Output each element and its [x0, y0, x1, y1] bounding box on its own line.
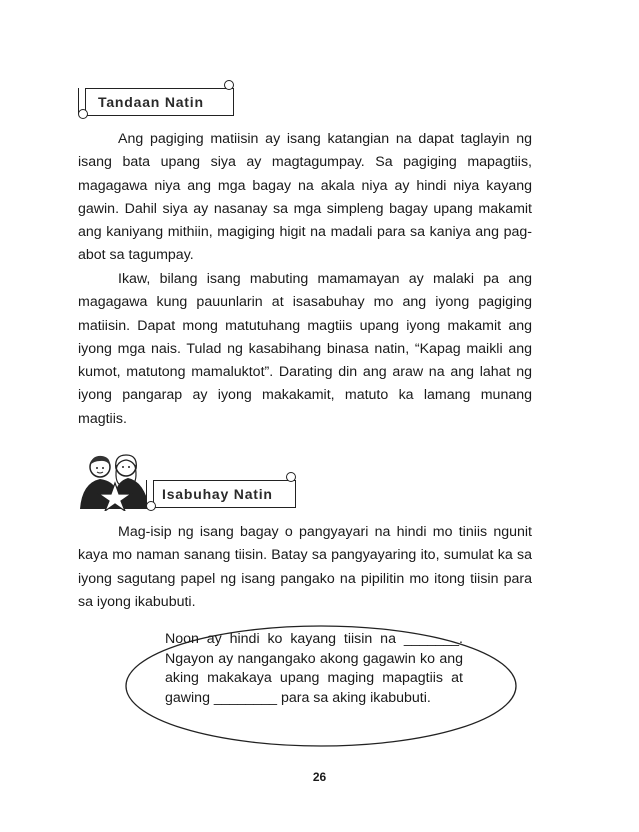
paragraph-1: Ang pagiging matiisin ay isang katangian na dapat taglayin ng isang bata upang siya ay magtagumpay. Sa pagiging mapagtiis, magagawa niya ang mga bagay na akala niya ay hindi niya kayang gawin. Dahil siya ay nasanay sa mga simpleng bagay upang makamit ang kaniyang mithiin, magiging higit na madali para sa kaniya ang pag-abot sa tagumpay. — [78, 131, 532, 264]
paragraph-2: Ikaw, bilang isang mabuting mamamayan ay malaki pa ang magagawa kung pauunlarin at isasabuhay mo ang iyong pagiging matiisin. Dapat mong matutuhang magtiis upang iyong makamit ang iyong mga nais. Tulad ng kasabihang binasa natin, “Kapag maikli ang kumot, matutong mamaluktot”. Darating din ang araw na ang lahat ng iyong pangarap ay iyong makakamit, matuto ka lamang munang magtiis. — [78, 271, 532, 427]
page-number: 26 — [312, 770, 327, 784]
banner-curl-icon — [146, 501, 156, 511]
isabuhay-natin-banner — [146, 474, 296, 508]
banner-curl-icon — [78, 109, 88, 119]
tandaan-natin-banner — [78, 82, 234, 116]
section-heading: Isabuhay Natin — [162, 486, 273, 502]
two-children-with-star-icon — [76, 451, 156, 511]
pledge-text: Noon ay hindi ko kayang tiisin na _______. Ngayon ay nangangako akong gagawin ko ang aking makakaya upang maging mapagtiis at gawing ________ para sa aking ikabubuti. — [165, 631, 463, 706]
paragraph-3: Mag-isip ng isang bagay o pangyayari na hindi mo tiniis ngunit kaya mo naman sanang tiisin. Batay sa pangyayaring ito, sumulat ka sa iyong sagutang papel ng isang pangako na pipilitin mo itong tiisin para sa iyong ikabubuti. — [78, 524, 532, 610]
section-heading: Tandaan Natin — [98, 94, 204, 110]
